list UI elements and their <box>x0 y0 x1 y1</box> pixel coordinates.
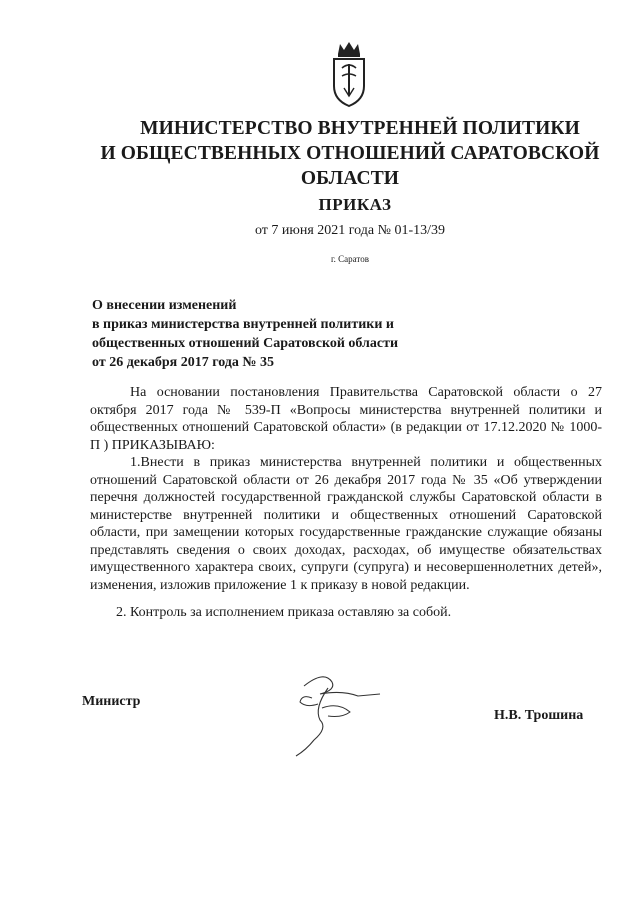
ministry-name-line2: И ОБЩЕСТВЕННЫХ ОТНОШЕНИЙ САРАТОВСКОЙ ОБЛАСТИ <box>100 143 600 189</box>
signatory-name: Н.В. Трошина <box>494 708 584 723</box>
subject-line3: общественных отношений Саратовской области <box>92 336 399 351</box>
subject-line1: О внесении изменений <box>92 298 237 313</box>
item-2-paragraph: 2. Контроль за исполнением приказа оставляю за собой. <box>116 605 452 620</box>
coat-of-arms-emblem <box>328 40 370 108</box>
ministry-name-line1: МИНИСТЕРСТВО ВНУТРЕННЕЙ ПОЛИТИКИ <box>140 118 580 139</box>
order-body <box>90 384 602 622</box>
item-1-paragraph: 1.Внести в приказ министерства внутренней политики и общественных отношений Саратовской области от 26 декабря 2017 года № 35 «Об утверждении перечня должностей государственной гражданской службы Саратовской области в министерстве внутренней политики и общественных отношений Саратовской области, при замещении которых государственные гражданские служащие обязаны представлять сведения о своих доходах, расходах, об имуществе обязательствах имущественного характера своих, супруги (супруга) и несовершеннолетних детей», изменения, изложив приложение 1 к приказу в новой редакции. <box>90 455 602 593</box>
subject-line2: в приказ министерства внутренней политики и <box>92 317 394 332</box>
signatory-role: Министр <box>82 694 141 709</box>
order-city: г. Саратов <box>331 254 369 264</box>
order-date-number: от 7 июня 2021 года № 01-13/39 <box>254 223 446 238</box>
ministry-name <box>90 116 610 191</box>
handwritten-signature <box>284 668 384 762</box>
subject-line4: от 26 декабря 2017 года № 35 <box>92 355 274 370</box>
preamble-paragraph: На основании постановления Правительства Саратовской области о 27 октября 2017 года № 539-П «Вопросы министерства внутренней политики и общественных отношений Саратовской области» (в редакции от 17.12.2020 № 1000-П ) ПРИКАЗЫВАЮ: <box>90 385 602 453</box>
order-title: ПРИКАЗ <box>318 195 392 214</box>
order-subject <box>92 296 452 372</box>
